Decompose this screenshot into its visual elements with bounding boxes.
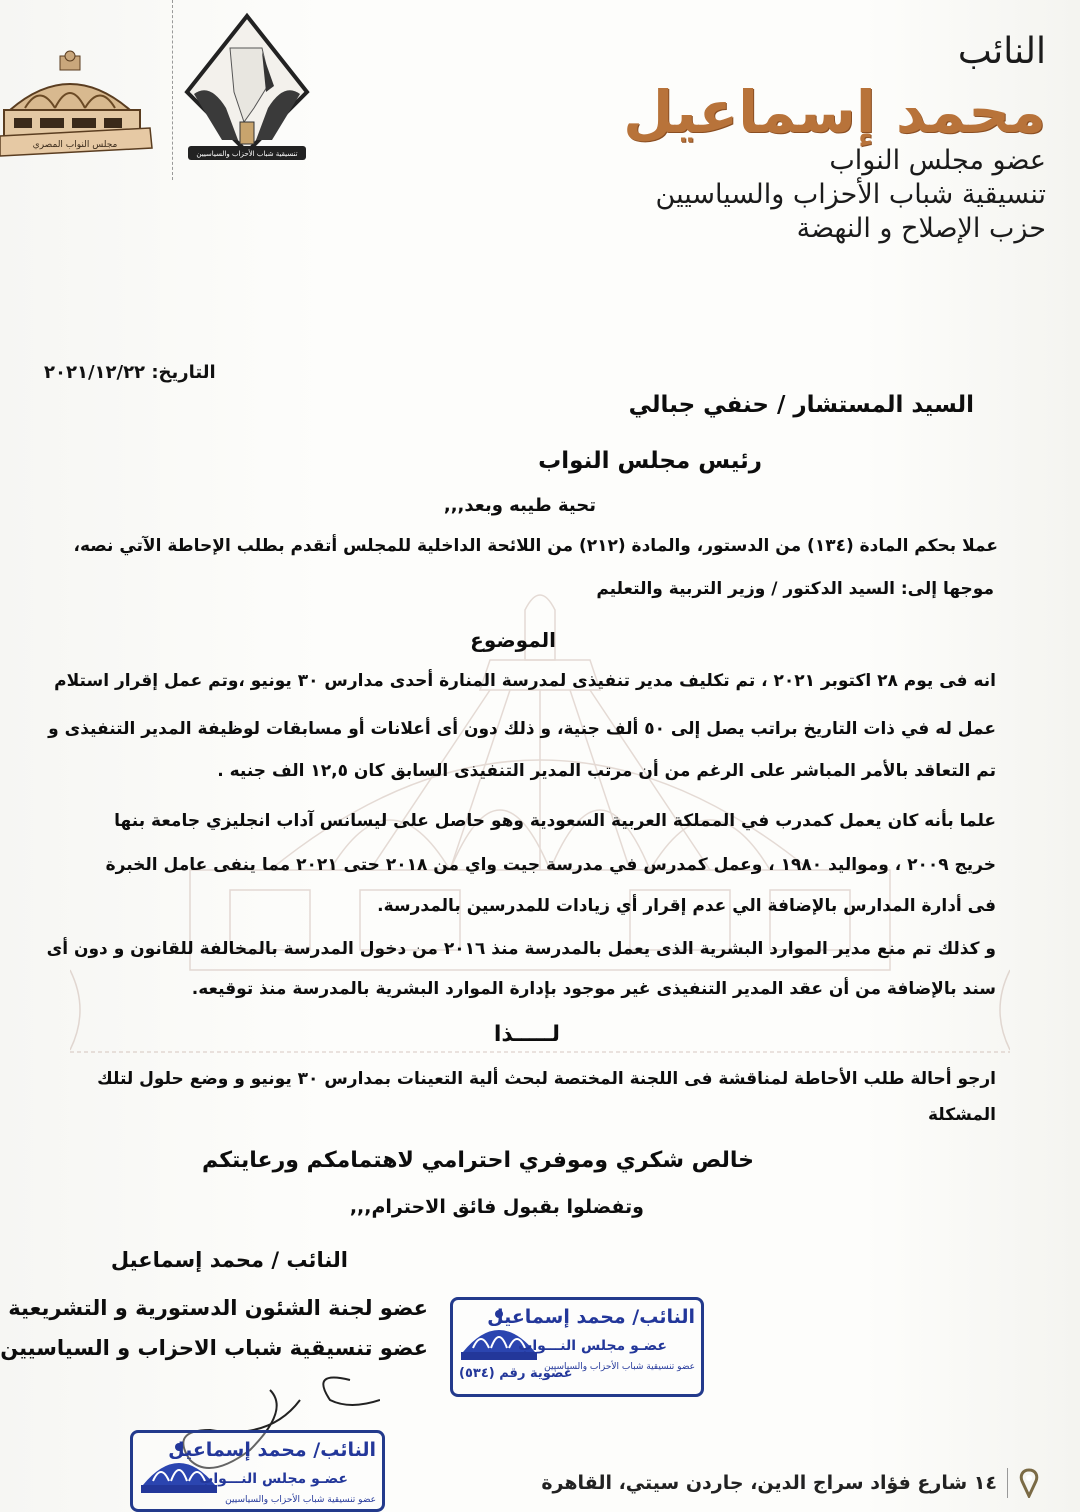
letterhead [623,28,1046,246]
body-line-8: سند بالإضافة من أن عقد المدير التنفيذى غير موجود بإدارة الموارد البشرية بالمدرسة منذ توقيعه. [191,979,996,999]
body-line-3: تم التعاقد بالأمر المباشر على الرغم من أن مرتب المدير التنفيذى السابق كان ١٢,٥ الف جنيه . [217,761,996,781]
party-logo-caption: تنسيقية شباب الأحزاب والسياسيين [196,150,298,158]
intro-line-2: موجها إلى: السيد الدكتور / وزير التربية والتعليم [596,579,994,599]
addressee-title: رئيس مجلس النواب [538,448,762,474]
footer-divider [1007,1468,1008,1498]
intro-line-1: عملا بحكم المادة (١٣٤) من الدستور، والمادة (٢١٢) من اللائحة الداخلية للمجلس أتقدم بطلب الإحاطة الآتي نصه، [73,536,998,556]
signatory-role-2: عضو تنسيقية شباب الاحزاب و السياسيين [0,1336,428,1360]
official-stamp [450,1297,704,1397]
letterhead-line-1: عضو مجلس النواب [829,145,1046,176]
body-line-2: عمل له في ذات التاريخ براتب يصل إلى ٥٠ ألف جنية، و ذلك دون أى أعلانات أو مسابقات لوظيفة المدير التنفيذى و [48,719,996,739]
letter-date [44,362,216,383]
letterhead-line-3: حزب الإصلاح و النهضة [796,213,1046,244]
signatory-name: النائب / محمد إسماعيل [110,1248,348,1272]
closing-regards: وتفضلوا بقبول فائق الاحترام,,, [349,1196,644,1218]
signatory-role-1: عضو لجنة الشئون الدستورية و التشريعية [8,1296,428,1320]
addressee-name: السيد المستشار / حنفي جبالي [628,392,974,418]
body-line-5: خريج ٢٠٠٩ ، ومواليد ١٩٨٠ ، وعمل كمدرس في مدرسة جيت واي من ٢٠١٨ حتى ٢٠٢١ مما ينفى عامل الخبرة [105,855,996,875]
body-line-7: و كذلك تم منع مدير الموارد البشرية الذى يعمل بالمدرسة منذ ٢٠١٦ من دخول المدرسة بالمخالفة للقانون و دون أى [46,939,996,959]
location-pin-icon [1018,1468,1040,1498]
stamp-number: عضوية رقم (٥٣٤) [459,1366,573,1381]
greeting: تحية طيبه وبعد,,, [443,495,596,516]
letterhead-line-2: تنسيقية شباب الأحزاب والسياسيين [655,179,1046,210]
body-line-1: انه فى يوم ٢٨ اكتوبر ٢٠٢١ ، تم تكليف مدير تنفيذى لمدرسة المنارة أحدى مدارس ٣٠ يونيو ،وتم عمل إقرار استلام [54,671,996,691]
letterhead-name: محمد إسماعيل [623,78,1046,146]
address-text: ١٤ شارع فؤاد سراج الدين، جاردن سيتي، القاهرة [541,1472,997,1494]
stamp-sub: عضو تنسيقية شباب الأحزاب والسياسيين [544,1362,695,1372]
parliament-logo-caption: مجلس النواب المصري [32,140,118,150]
official-stamp-secondary [130,1430,385,1512]
stamp-name: النائب/ محمد إسماعيل [487,1306,695,1328]
therefore-heading: لـــــذا [493,1022,560,1047]
stamp-role: عضـو مجلس النـــواب [518,1338,667,1354]
closing-thanks: خالص شكري وموفري احترامي لاهتمامكم ورعايتكم [202,1148,754,1173]
parliament-logo [0,48,160,158]
request-line-1: ارجو أحالة طلب الأحاطة لمناقشة فى اللجنة المختصة لبحث ألية التعينات بمدارس ٣٠ يونيو و وضع حلول لتلك [97,1069,996,1089]
stamp-role: عضـو مجلس النـــواب [199,1471,348,1487]
request-line-2: المشكلة [927,1105,996,1125]
date-value: ٢٠٢١/١٢/٢٢ [44,362,146,383]
subject-heading: الموضوع [470,628,556,652]
party-logo [182,12,312,172]
stamp-name: النائب/ محمد إسماعيل [168,1439,376,1461]
logo-divider [172,0,173,180]
body-line-4: علما بأنه كان يعمل كمدرب في المملكة العربية السعودية وهو حاصل على ليسانس آداب انجليزي جامعة بنها [114,811,996,831]
date-label: التاريخ: [151,362,216,383]
stamp-sub: عضو تنسيقية شباب الأحزاب والسياسيين [225,1495,376,1505]
body-line-6: فى أدارة المدارس بالإضافة الي عدم إقرار أي زيادات للمدرسين بالمدرسة. [377,896,996,916]
footer-address [541,1468,1040,1498]
letterhead-title: النائب [957,31,1046,72]
